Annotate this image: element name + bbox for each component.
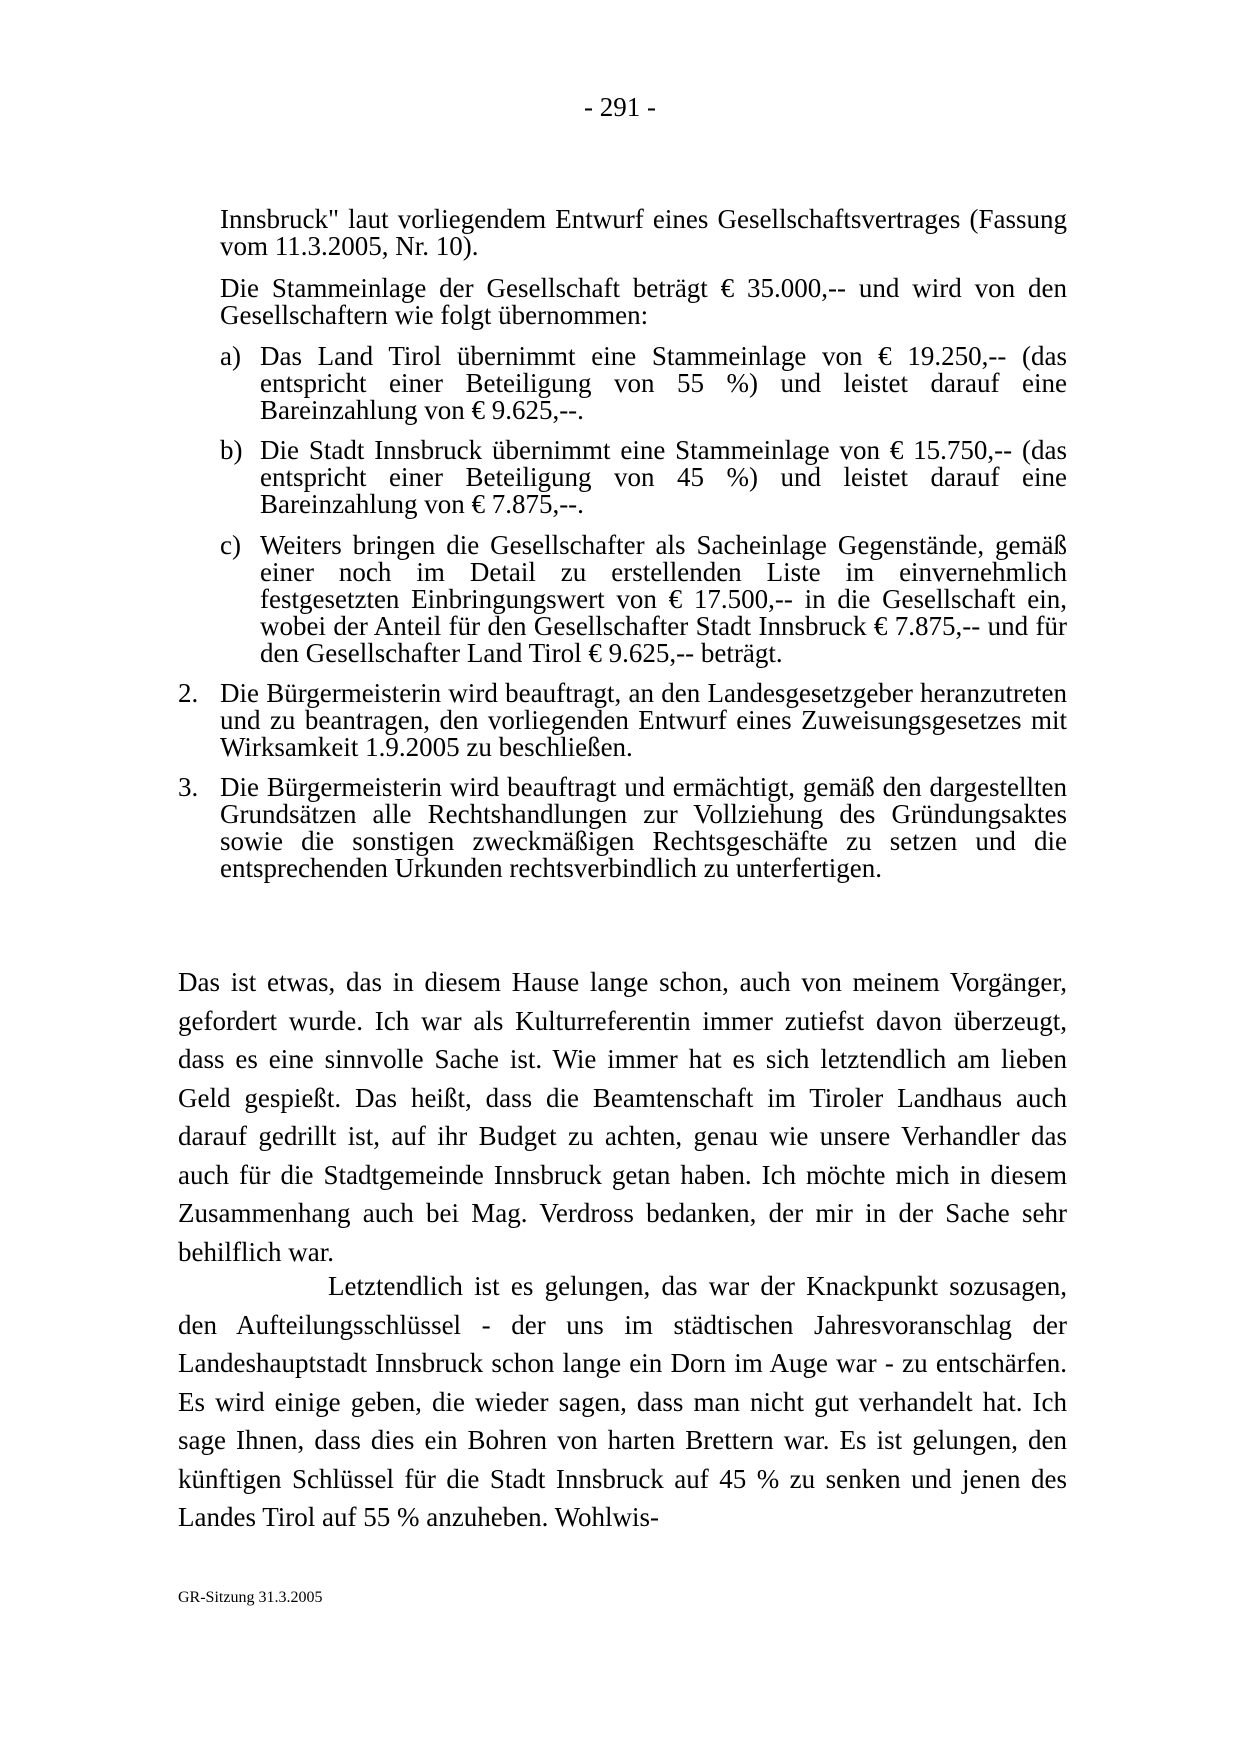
body-paragraph: Das ist etwas, das in diesem Hause lange schon, auch von meinem Vorgänger, gefordert wurde. Ich war als Kulturreferentin immer zutiefst davon überzeugt, dass es eine sinnvolle Sache ist. Wie immer hat es sich letztendlich am lieben Geld gespießt. Das heißt, dass die Beamtenschaft im Tiroler Landhaus auch darauf gedrillt ist, auf ihr Budget zu achten, genau wie unsere Verhandler das auch für die Stadtgemeinde Innsbruck getan haben. Ich möchte mich in diesem Zusammenhang auch bei Mag. Verdross bedanken, der mir in der Sache sehr behilflich war. [178,967,1067,1267]
body-paragraph: Letztendlich ist es gelungen, das war der Knackpunkt sozusagen, den Aufteilungsschlüssel - der uns im städtischen Jahresvoranschlag der Landeshauptstadt Innsbruck schon lange ein Dorn im Auge war - zu entschärfen. Es wird einige geben, die wieder sagen, dass man nicht gut verhandelt hat. Ich sage Ihnen, dass dies ein Bohren von harten Brettern war. Es ist gelungen, den künftigen Schlüssel für die Stadt Innsbruck auf 45 % zu senken und jenen des Landes Tirol auf 55 % anzuheben. Wohlwis- [178,1271,1067,1532]
list-marker: b) [220,435,243,465]
page-number: - 291 - [584,92,656,122]
list-marker: 3. [178,772,199,802]
list-item-text: Die Bürgermeisterin wird beauftragt, an den Landesgesetzgeber heranzutreten und zu beantragen, den vorliegenden Entwurf eines Zuweisungsgesetzes mit Wirksamkeit 1.9.2005 zu beschließen. [220,678,1067,762]
intro-text: Innsbruck" laut vorliegendem Entwurf eines Gesellschaftsvertrages (Fassung vom 11.3.2005, Nr. 10). [220,204,1067,261]
list-marker: a) [220,341,241,371]
list-item-b [220,437,1067,518]
list-item-text: Das Land Tirol übernimmt eine Stammeinlage von € 19.250,-- (das entspricht einer Beteiligung von 55 %) und leistet darauf eine Bareinzahlung von € 9.625,--. [260,341,1067,425]
list-marker: 2. [178,678,199,708]
numbered-item-2 [178,680,1067,761]
page-footer: GR-Sitzung 31.3.2005 [178,1589,323,1606]
list-item-text: Die Bürgermeisterin wird beauftragt und ermächtigt, gemäß den dargestellten Grundsätzen alle Rechtshandlungen zur Vollziehung des Gründungsaktes sowie die sonstigen zweckmäßigen Rechtsgeschäfte zu setzen und die entsprechenden Urkunden rechtsverbindlich zu unterfertigen. [220,772,1067,883]
list-item-text: Die Stadt Innsbruck übernimmt eine Stammeinlage von € 15.750,-- (das entspricht einer Beteiligung von 45 %) und leistet darauf eine Bareinzahlung von € 7.875,--. [260,435,1067,519]
list-item-text: Weiters bringen die Gesellschafter als Sacheinlage Gegenstände, gemäß einer noch im Detail zu erstellenden Liste im einvernehmlich festgesetzten Einbringungswert von € 17.500,-- in die Gesellschaft ein, wobei der Anteil für den Gesellschafter Stadt Innsbruck € 7.875,-- und für den Gesellschafter Land Tirol € 9.625,-- beträgt. [260,530,1067,668]
stammeinlage-text: Die Stammeinlage der Gesellschaft beträgt € 35.000,-- und wird von den Gesellschaftern wie folgt übernommen: [220,273,1067,330]
list-marker: c) [220,530,241,560]
list-item-a [220,343,1067,424]
list-item-c [220,532,1067,667]
numbered-item-3 [178,774,1067,882]
